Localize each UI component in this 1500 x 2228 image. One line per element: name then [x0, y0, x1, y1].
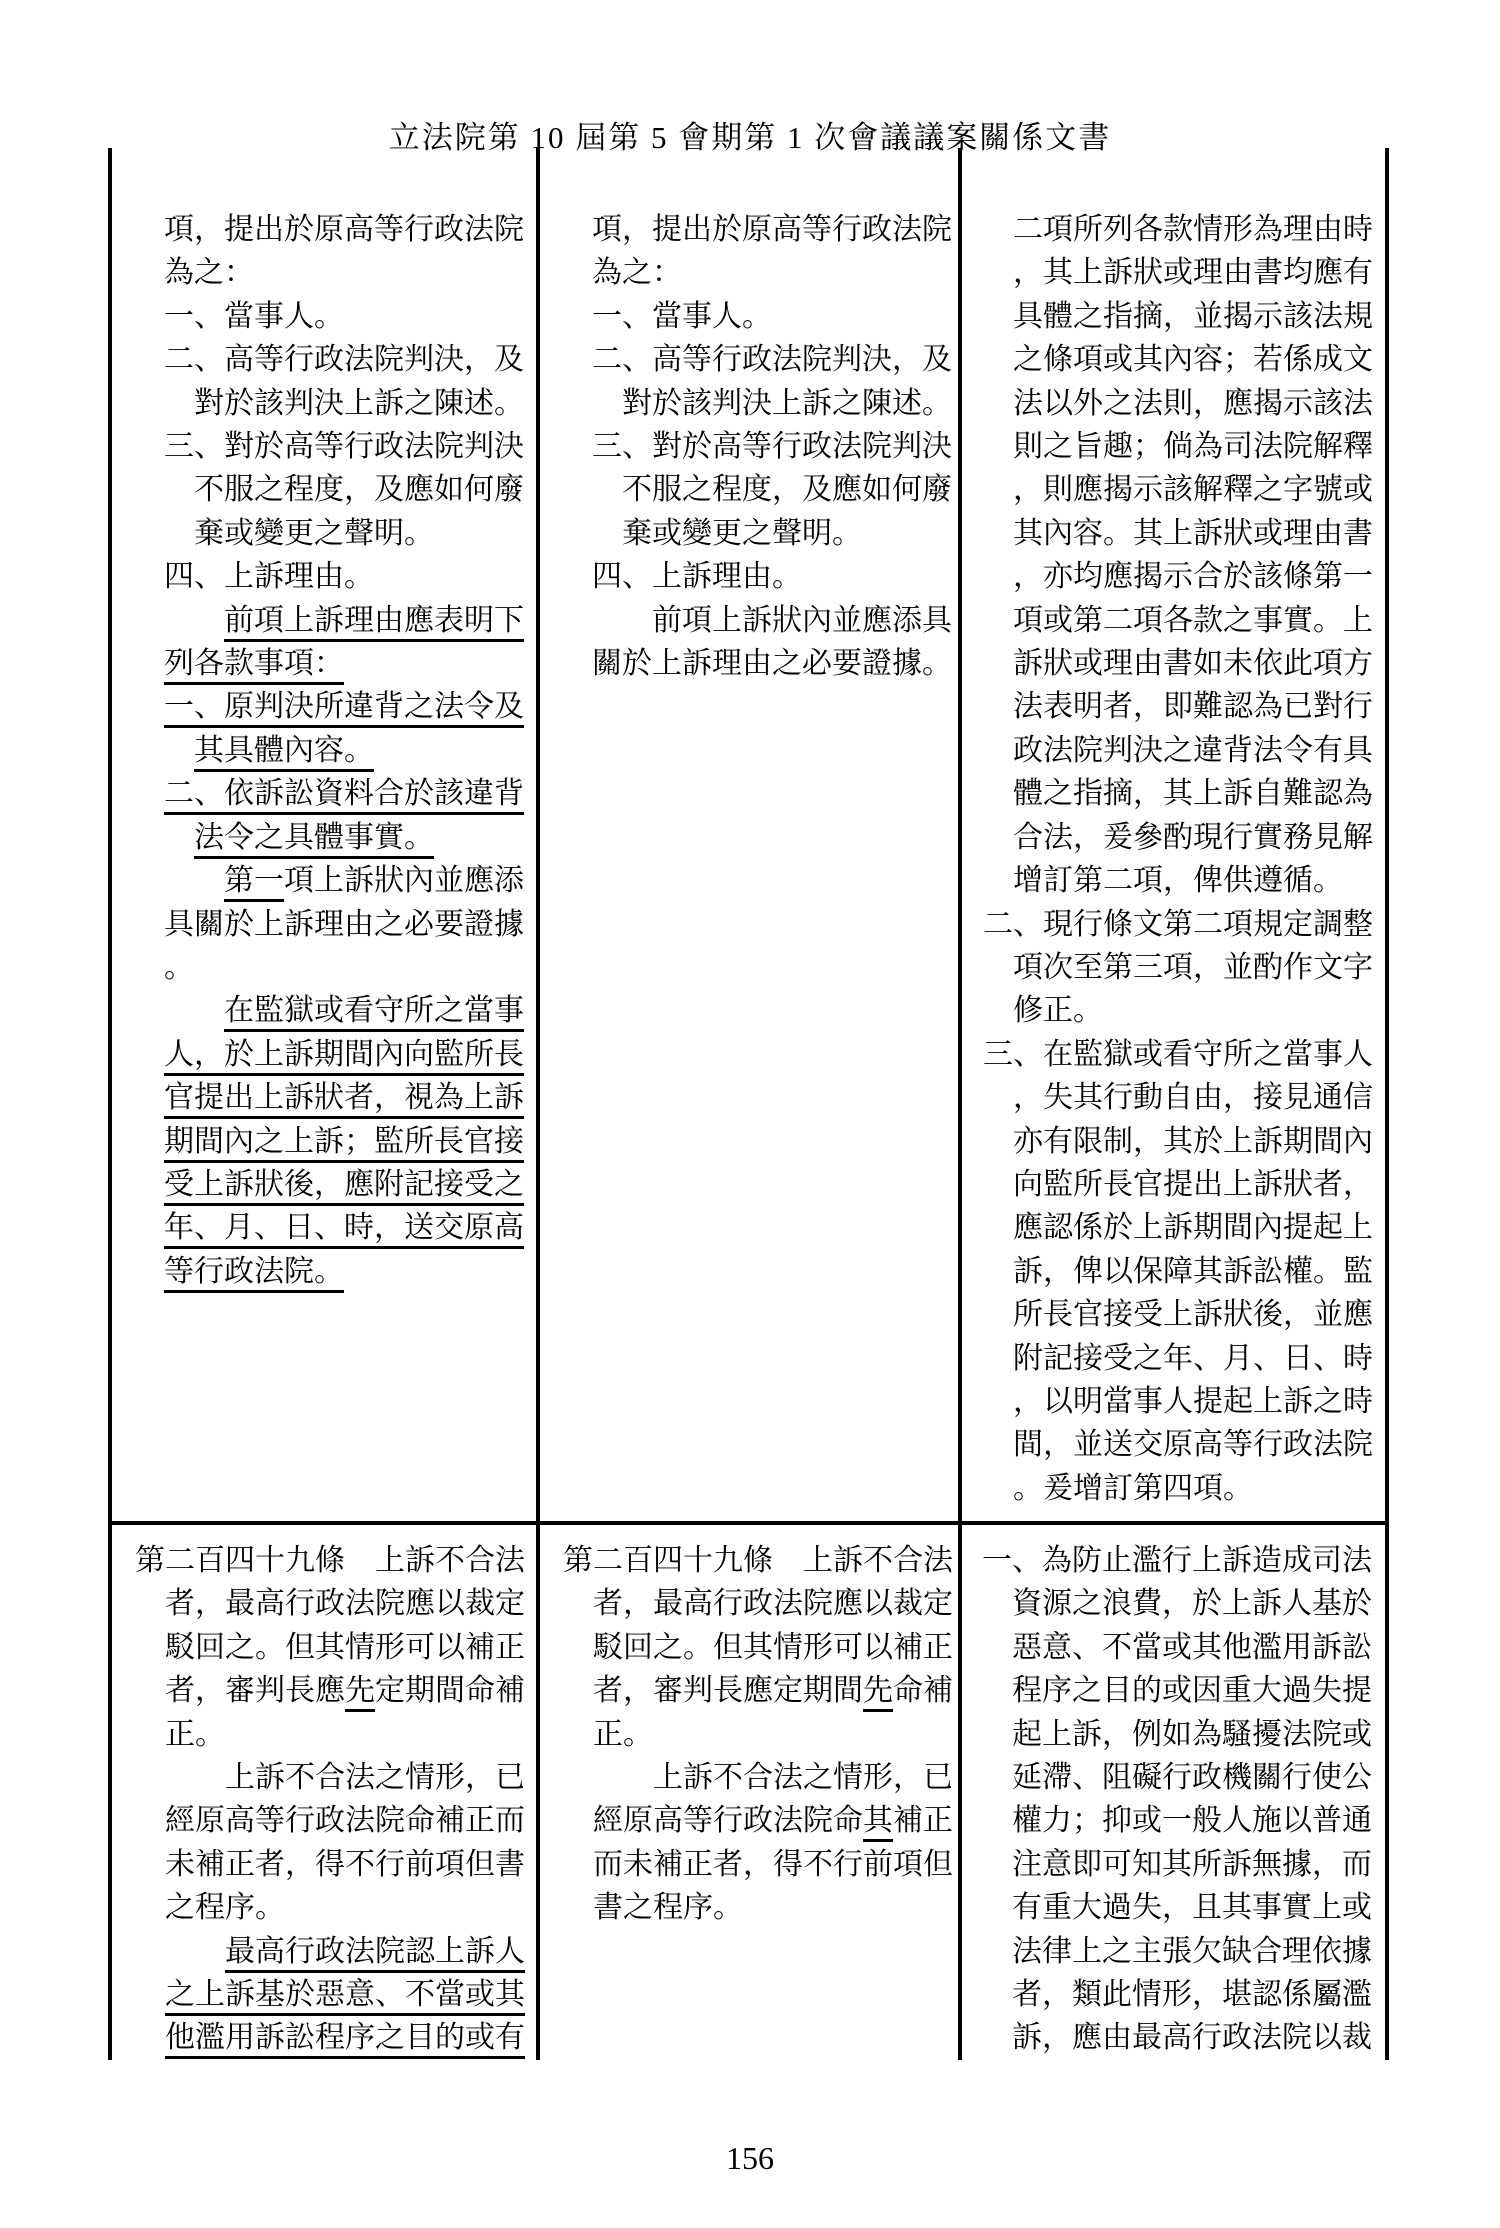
text-line: 關於上訴理由之必要證據。 [592, 647, 952, 681]
text-line [164, 1163, 524, 1206]
text-line: 法以外之法則，應揭示該法 [1013, 386, 1373, 420]
underlined-revision-text: 前項上訴理由應表明下 [224, 604, 524, 642]
text-line [164, 1206, 524, 1249]
underlined-revision-text: 在監獄或看守所之當事 [224, 994, 524, 1032]
cell-explanation-row2 [962, 1521, 1389, 2060]
text-line: 法表明者，即難認為已對行 [1013, 690, 1373, 724]
text-line [135, 2016, 524, 2059]
text-line: 對於該判決上訴之陳述。 [622, 386, 952, 420]
text-line: 者，最高行政法院應以裁定 [593, 1587, 953, 1621]
text-line: 者，最高行政法院應以裁定 [165, 1587, 525, 1621]
underlined-revision-text: 一、原判決所違背之法令及 [164, 690, 524, 728]
text-line: 訴，俾以保障其訴訟權。監 [1013, 1254, 1373, 1288]
text-line: 項，提出於原高等行政法院 [592, 213, 952, 246]
text-line: 第二百四十九條 上訴不合法 [135, 1544, 525, 1577]
text-line: 訴，應由最高行政法院以裁 [1012, 2021, 1372, 2055]
page-number: 156 [726, 2140, 774, 2176]
underlined-revision-text: 其具體內容。 [194, 734, 374, 772]
text-line: 駁回之。但其情形可以補正 [165, 1630, 525, 1664]
underlined-revision-text: 先 [863, 1674, 893, 1712]
text-line: 。 [164, 950, 194, 984]
text-line: 附記接受之年、月、日、時 [1013, 1341, 1373, 1375]
cell-current-text-row1 [540, 148, 962, 1521]
text-line: 注意即可知其所訴無據，而 [1012, 1847, 1372, 1881]
text-line [164, 1250, 524, 1293]
underlined-revision-text: 其 [863, 1804, 893, 1842]
text-line: 正。 [165, 1717, 225, 1751]
underlined-revision-text: 受上訴狀後，應附記接受之 [164, 1168, 524, 1206]
text-line: 體之指摘，其上訴自難認為 [1013, 777, 1373, 811]
underlined-revision-text: 期間內之上訴；監所長官接 [164, 1125, 524, 1163]
text-line: 二、現行條文第二項規定調整 [983, 907, 1373, 941]
cell-amended-text-row2 [112, 1521, 540, 2060]
text-line: 為之： [164, 256, 254, 290]
text-line [164, 816, 524, 859]
text-line: 訴狀或理由書如未依此項方 [1013, 647, 1373, 681]
text-line [164, 989, 524, 1032]
text-line: 棄或變更之聲明。 [194, 516, 434, 550]
text-line: 未補正者，得不行前項但書 [165, 1847, 525, 1881]
text-line: 正。 [593, 1717, 653, 1751]
text-line: 亦有限制，其於上訴期間內 [1013, 1124, 1373, 1158]
text-line: 其內容。其上訴狀或理由書 [1013, 516, 1373, 550]
underlined-revision-text: 等行政法院。 [164, 1255, 344, 1293]
text-line: 三、對於高等行政法院判決 [592, 430, 952, 464]
text-line: 則之旨趣；倘為司法院解釋 [1013, 430, 1373, 464]
text-line: 二項所列各款情形為理由時 [1013, 213, 1373, 246]
text-line: 二、高等行政法院判決，及 [164, 343, 524, 377]
text-line: 具關於上訴理由之必要證據 [164, 907, 524, 941]
text-line [135, 1930, 524, 1973]
underlined-revision-text: 他濫用訴訟程序之目的或有 [165, 2021, 525, 2059]
text-line: 之程序。 [165, 1891, 285, 1925]
text-line: 程序之目的或因重大過失提 [1012, 1674, 1372, 1708]
page-title: 立法院第 10 屆第 5 會期第 1 次會議議案關係文書 [388, 120, 1112, 155]
underlined-revision-text: 官提出上訴狀者，視為上訴 [164, 1081, 524, 1119]
underlined-revision-text: 二、依訴訟資料合於該違背 [164, 777, 524, 815]
text-line: 經原高等行政法院命其補正 [563, 1799, 946, 1842]
text-line: 三、在監獄或看守所之當事人 [983, 1037, 1373, 1071]
text-line: 法律上之主張欠缺合理依據 [1012, 1934, 1372, 1968]
text-line [164, 685, 524, 728]
text-line: 所長官接受上訴狀後，並應 [1013, 1298, 1373, 1332]
text-line: 有重大過失，且其事實上或 [1012, 1891, 1372, 1925]
underlined-revision-text: 人，於上訴期間內向監所長 [164, 1038, 524, 1076]
text-line: 。爰增訂第四項。 [1013, 1471, 1253, 1505]
text-line: ，其上訴狀或理由書均應有 [1013, 256, 1373, 290]
text-line: 起上訴，例如為騷擾法院或 [1012, 1717, 1372, 1751]
text-line: 權力；抑或一般人施以普通 [1012, 1804, 1372, 1838]
text-line: 合法，爰參酌現行實務見解 [1013, 820, 1373, 854]
text-line: 增訂第二項，俾供遵循。 [1013, 864, 1343, 898]
text-line: 棄或變更之聲明。 [622, 516, 862, 550]
text-line: 具體之指摘，並揭示該法規 [1013, 299, 1373, 333]
text-line: 政法院判決之違背法令有具 [1013, 733, 1373, 767]
text-line: 上訴不合法之情形，已 [653, 1761, 953, 1795]
text-line: 而未補正者，得不行前項但 [593, 1847, 953, 1881]
text-line: 延滯、阻礙行政機關行使公 [1012, 1761, 1372, 1795]
cell-explanation-row1 [962, 148, 1389, 1521]
text-line: 二、高等行政法院判決，及 [592, 343, 952, 377]
text-line: 第一項上訴狀內並應添 [164, 859, 524, 902]
text-line: 修正。 [1013, 994, 1103, 1028]
cell-current-text-row2 [540, 1521, 962, 2060]
text-line: 間，並送交原高等行政法院 [1013, 1428, 1373, 1462]
text-line: 向監所長官提出上訴狀者， [1013, 1167, 1373, 1201]
text-line: 一、為防止濫行上訴造成司法 [982, 1544, 1372, 1577]
text-line: ，亦均應揭示合於該條第一 [1013, 560, 1373, 594]
text-line: 書之程序。 [593, 1891, 743, 1925]
text-line: 上訴不合法之情形，已 [225, 1761, 525, 1795]
text-line: 一、當事人。 [164, 299, 344, 333]
text-line [164, 1076, 524, 1119]
underlined-revision-text: 先 [345, 1674, 375, 1712]
cell-amended-text-row1 [112, 148, 540, 1521]
text-line: 者，類此情形，堪認係屬濫 [1012, 1978, 1372, 2012]
text-line: 為之： [592, 256, 682, 290]
underlined-revision-text: 之上訴基於惡意、不當或其 [165, 1978, 525, 2016]
law-comparison-table [108, 148, 1389, 2060]
text-line: 第二百四十九條 上訴不合法 [563, 1544, 953, 1577]
underlined-revision-text: 年、月、日、時，送交原高 [164, 1211, 524, 1249]
text-line: 不服之程度，及應如何廢 [622, 473, 952, 507]
text-line: ，則應揭示該解釋之字號或 [1013, 473, 1373, 507]
text-line: 資源之浪費，於上訴人基於 [1012, 1587, 1372, 1621]
text-line: 項次至第三項，並酌作文字 [1013, 950, 1373, 984]
text-line [164, 642, 524, 685]
text-line: 不服之程度，及應如何廢 [194, 473, 524, 507]
text-line [164, 772, 524, 815]
underlined-revision-text: 第一 [224, 864, 284, 902]
text-line [164, 729, 524, 772]
text-line: 對於該判決上訴之陳述。 [194, 386, 524, 420]
text-line: 四、上訴理由。 [592, 560, 802, 594]
text-line [164, 1120, 524, 1163]
text-line: 項，提出於原高等行政法院 [164, 213, 524, 246]
underlined-revision-text: 最高行政法院認上訴人 [225, 1935, 525, 1973]
underlined-revision-text: 列各款事項： [164, 647, 344, 685]
text-line: 前項上訴狀內並應添具 [652, 603, 952, 637]
text-line [135, 1973, 524, 2016]
underlined-revision-text: 法令之具體事實。 [194, 821, 434, 859]
text-line: ，以明當事人提起上訴之時 [1013, 1384, 1373, 1418]
text-line: 之條項或其內容；若係成文 [1013, 343, 1373, 377]
text-line: 者，審判長應定期間先命補 [563, 1669, 946, 1712]
text-line [164, 599, 524, 642]
text-line: 項或第二項各款之事實。上 [1013, 603, 1373, 637]
text-line: 應認係於上訴期間內提起上 [1013, 1211, 1373, 1245]
text-line: 三、對於高等行政法院判決 [164, 430, 524, 464]
text-line: 駁回之。但其情形可以補正 [593, 1630, 953, 1664]
text-line: 四、上訴理由。 [164, 560, 374, 594]
text-line: 者，審判長應先定期間命補 [135, 1669, 524, 1712]
text-line: 一、當事人。 [592, 299, 772, 333]
text-line: 惡意、不當或其他濫用訴訟 [1012, 1630, 1372, 1664]
text-line: ，失其行動自由，接見通信 [1013, 1081, 1373, 1115]
text-line: 經原高等行政法院命補正而 [165, 1804, 525, 1838]
text-line [164, 1033, 524, 1076]
